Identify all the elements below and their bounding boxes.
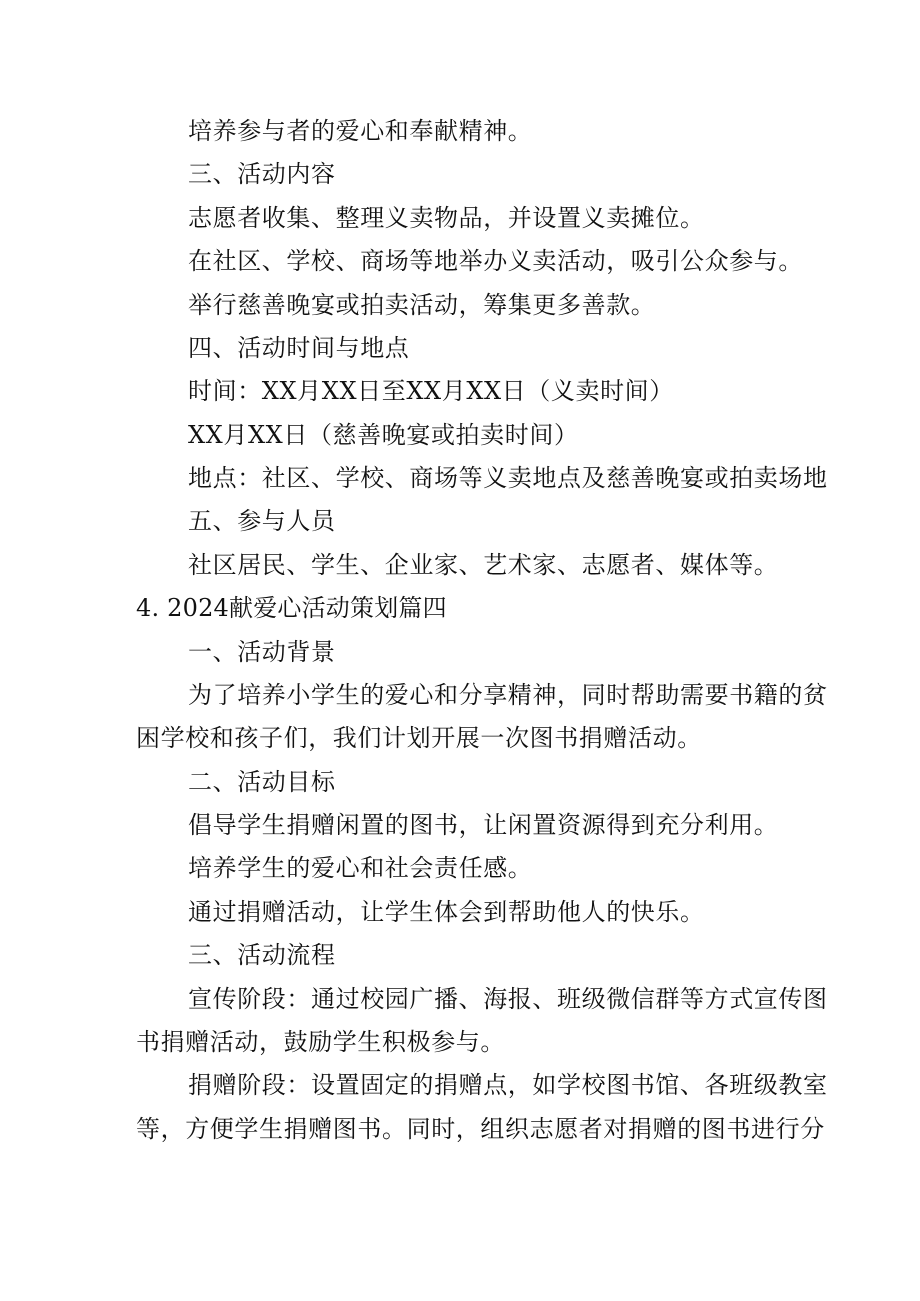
paragraph-line: 在社区、学校、商场等地举办义卖活动，吸引公众参与。 (188, 247, 803, 275)
paragraph-line: 举行慈善晚宴或拍卖活动，筹集更多善款。 (188, 291, 656, 319)
paragraph-line: 宣传阶段：通过校园广播、海报、班级微信群等方式宣传图 (188, 985, 828, 1013)
paragraph-line: 地点：社区、学校、商场等义卖地点及慈善晚宴或拍卖场地 (188, 464, 828, 492)
section-heading: 五、参与人员 (188, 507, 336, 535)
paragraph-line: XX月XX日（慈善晚宴或拍卖时间） (188, 421, 579, 449)
section-heading: 一、活动背景 (188, 638, 336, 666)
paragraph-line: 通过捐赠活动，让学生体会到帮助他人的快乐。 (188, 898, 705, 926)
paragraph-line: 时间：XX月XX日至XX月XX日（义卖时间） (188, 377, 674, 405)
section-heading: 四、活动时间与地点 (188, 334, 410, 362)
section-heading: 三、活动内容 (188, 160, 336, 188)
paragraph-line: 培养学生的爱心和社会责任感。 (188, 854, 533, 882)
article-title: 4. 2024献爱心活动策划篇四 (136, 594, 447, 622)
paragraph-line: 志愿者收集、整理义卖物品，并设置义卖摊位。 (188, 204, 705, 232)
paragraph-line: 等，方便学生捐赠图书。同时，组织志愿者对捐赠的图书进行分 (136, 1115, 825, 1143)
paragraph-line: 为了培养小学生的爱心和分享精神，同时帮助需要书籍的贫 (188, 681, 828, 709)
paragraph-line: 捐赠阶段：设置固定的捐赠点，如学校图书馆、各班级教室 (188, 1071, 828, 1099)
section-heading: 三、活动流程 (188, 941, 336, 969)
paragraph-line: 培养参与者的爱心和奉献精神。 (188, 117, 533, 145)
paragraph-line: 倡导学生捐赠闲置的图书，让闲置资源得到充分利用。 (188, 811, 779, 839)
section-heading: 二、活动目标 (188, 768, 336, 796)
paragraph-line: 书捐赠活动，鼓励学生积极参与。 (136, 1028, 505, 1056)
paragraph-line: 困学校和孩子们，我们计划开展一次图书捐赠活动。 (136, 724, 702, 752)
paragraph-line: 社区居民、学生、企业家、艺术家、志愿者、媒体等。 (188, 551, 779, 579)
